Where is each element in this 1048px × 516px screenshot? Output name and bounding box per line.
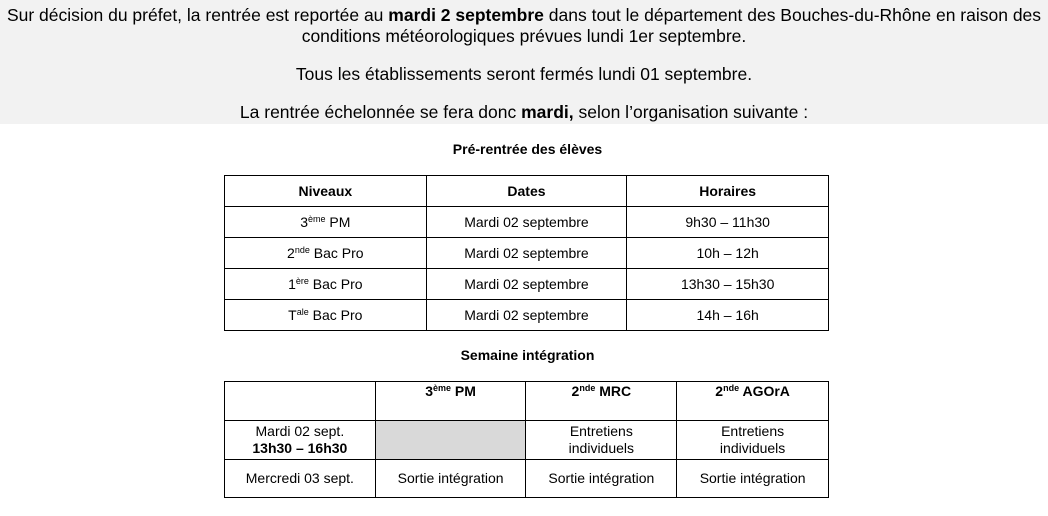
announcement-text-1b: dans tout le département des Bouches-du-Rhône en raison des conditions météorologiques prévues lundi 1er septembre. <box>301 5 1042 46</box>
table-row <box>225 460 829 498</box>
horaire-cell: 10h – 12h <box>627 238 829 269</box>
announcement-text-1a: Sur décision du préfet, la rentrée est reportée au <box>6 5 389 25</box>
header-2nde-mrc: 2nde MRC <box>526 382 677 421</box>
date-cell: Mardi 02 septembre <box>426 300 627 331</box>
horaire-cell: 14h – 16h <box>627 300 829 331</box>
prerentree-title: Pré-rentrée des élèves <box>452 141 603 157</box>
header-dates: Dates <box>426 176 627 207</box>
announcement-banner <box>0 0 1048 124</box>
announcement-paragraph-1 <box>0 5 1048 47</box>
table-row <box>225 207 829 238</box>
table-header-row <box>225 382 829 421</box>
agora-cell: Sortie intégration <box>677 460 829 498</box>
header-3eme-pm: 3ème PM <box>375 382 526 421</box>
integration-title: Semaine intégration <box>460 347 595 363</box>
horaire-cell: 9h30 – 11h30 <box>627 207 829 238</box>
table-row <box>225 421 829 460</box>
announcement-paragraph-3 <box>0 102 1048 123</box>
integration-table <box>224 381 829 498</box>
horaire-cell: 13h30 – 15h30 <box>627 269 829 300</box>
day-cell: Mercredi 03 sept. <box>225 460 376 498</box>
header-empty <box>225 382 376 421</box>
announcement-day-highlight: mardi, <box>521 102 574 122</box>
mrc-cell: Entretiens individuels <box>526 421 677 460</box>
date-cell: Mardi 02 septembre <box>426 238 627 269</box>
header-2nde-agora: 2nde AGOrA <box>677 382 829 421</box>
empty-shaded-cell <box>375 421 526 460</box>
table-row <box>225 269 829 300</box>
announcement-text-3a: La rentrée échelonnée se fera donc <box>239 102 522 122</box>
header-niveaux: Niveaux <box>225 176 427 207</box>
date-cell: Mardi 02 septembre <box>426 269 627 300</box>
pm-cell: Sortie intégration <box>375 460 526 498</box>
table-row <box>225 300 829 331</box>
day-label: Mardi 02 sept. <box>255 423 345 439</box>
table-header-row <box>225 176 829 207</box>
header-horaires: Horaires <box>627 176 829 207</box>
announcement-date-highlight: mardi 2 septembre <box>388 5 544 25</box>
agora-cell: Entretiens individuels <box>677 421 829 460</box>
announcement-paragraph-2: Tous les établissements seront fermés lundi 01 septembre. <box>295 64 753 84</box>
prerentree-table <box>224 175 829 331</box>
niveau-cell: $T^{ale}$ Bac Pro <box>225 300 427 331</box>
table-row <box>225 238 829 269</box>
niveau-cell: 1ère Bac Pro <box>225 269 427 300</box>
day-cell <box>225 421 376 460</box>
time-label: 13h30 – 16h30 <box>252 440 348 456</box>
niveau-cell: 3ème PM <box>225 207 427 238</box>
mrc-cell: Sortie intégration <box>526 460 677 498</box>
date-cell: Mardi 02 septembre <box>426 207 627 238</box>
niveau-cell: 2nde Bac Pro <box>225 238 427 269</box>
announcement-text-3b: selon l’organisation suivante : <box>573 102 809 122</box>
